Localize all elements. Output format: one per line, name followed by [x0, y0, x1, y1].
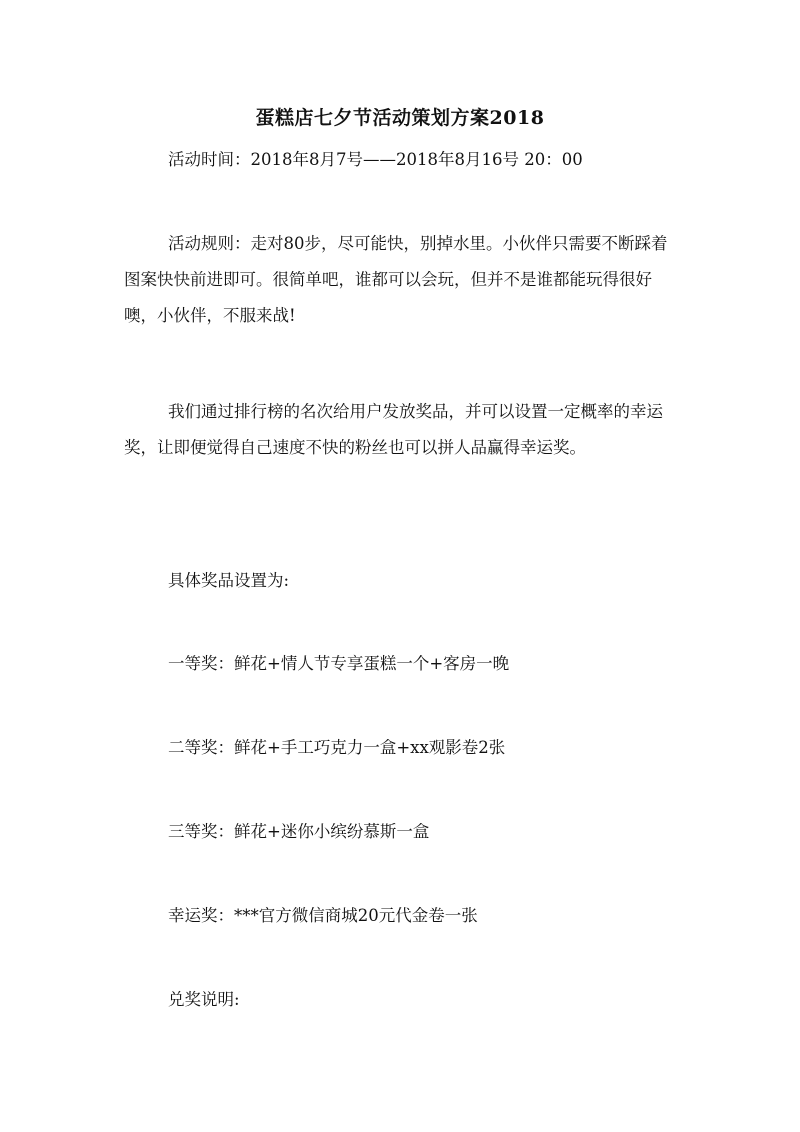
first-prize: 一等奖：鲜花+情人节专享蛋糕一个+客房一晚 [168, 654, 510, 673]
second-prize: 二等奖：鲜花+手工巧克力一盒+xx观影卷2张 [168, 738, 506, 757]
redeem-heading: 兑奖说明: [168, 990, 240, 1009]
prize-heading: 具体奖品设置为: [168, 571, 290, 590]
activity-rules-paragraph: 活动规则：走对80步，尽可能快，别掉水里。小伙伴只需要不断踩着图案快快前进即可。很简单吧，谁都可以会玩，但并不是谁都能玩得很好噢，小伙伴，不服来战! [124, 234, 668, 325]
activity-time: 活动时间：2018年8月7号——2018年8月16号 20：00 [168, 150, 583, 169]
page-title: 蛋糕店七夕节活动策划方案2018 [255, 107, 545, 129]
lucky-prize: 幸运奖：***官方微信商城20元代金卷一张 [168, 906, 478, 925]
third-prize: 三等奖：鲜花+迷你小缤纷慕斯一盒 [168, 822, 430, 841]
prize-intro-paragraph: 我们通过排行榜的名次给用户发放奖品，并可以设置一定概率的幸运奖，让即便觉得自己速度不快的粉丝也可以拼人品赢得幸运奖。 [124, 402, 663, 457]
